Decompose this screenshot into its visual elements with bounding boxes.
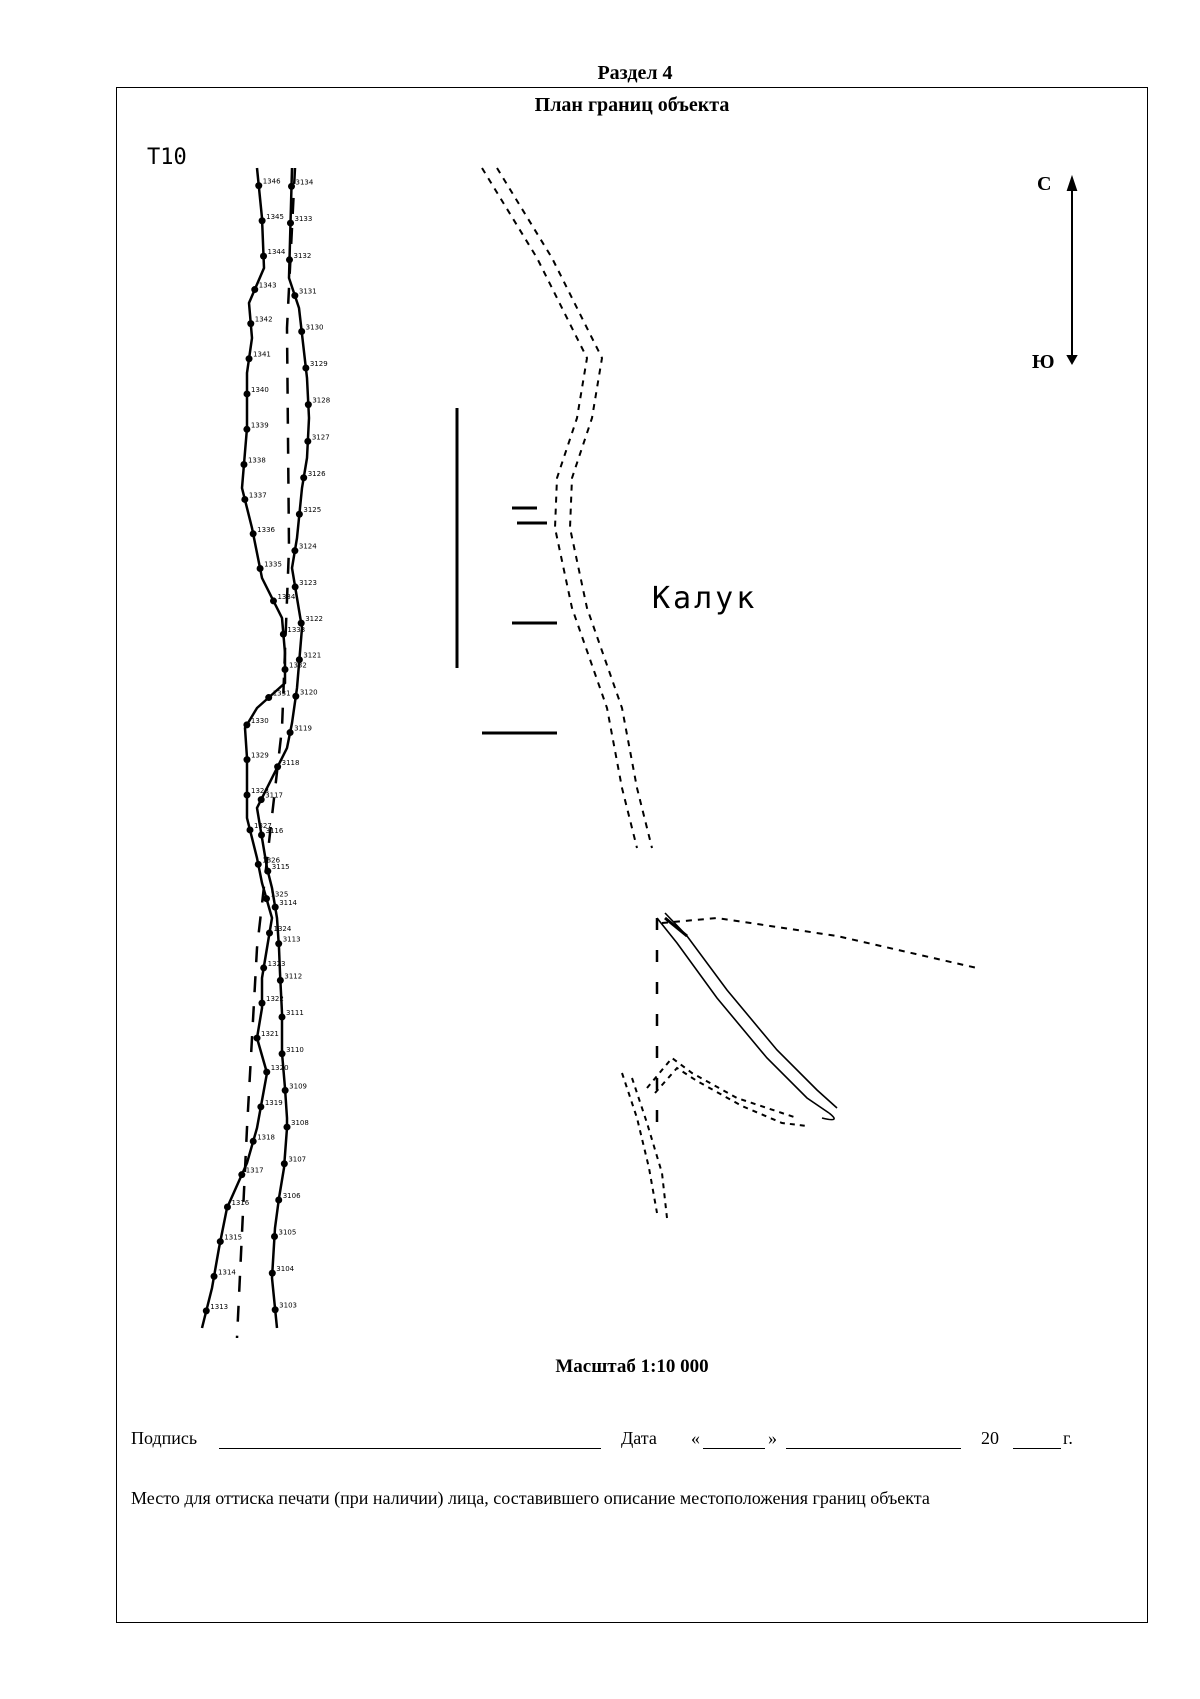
boundary-point-marker: [292, 583, 299, 590]
boundary-point-marker: [284, 1124, 291, 1131]
boundary-point-label: 1325: [270, 890, 289, 899]
boundary-point-marker: [238, 1171, 245, 1178]
boundary-point-label: 3134: [295, 178, 314, 187]
boundary-point-marker: [272, 904, 279, 911]
compass: [1068, 178, 1076, 363]
boundary-point-label: 3130: [305, 323, 324, 332]
boundary-point-label: 3115: [271, 863, 290, 872]
boundary-point-marker: [270, 597, 277, 604]
boundary-point-label: 1314: [218, 1268, 236, 1277]
boundary-point-marker: [264, 868, 271, 875]
boundary-point-marker: [266, 930, 273, 937]
boundary-point-marker: [291, 292, 298, 299]
boundary-point-marker: [250, 1138, 257, 1145]
boundary-point-marker: [246, 826, 253, 833]
boundary-point-label: 1328: [251, 786, 269, 795]
boundary-point-label: 3118: [281, 758, 300, 767]
scale-label: Масштаб 1:10 000: [555, 1356, 709, 1377]
left-boundary-line: [202, 168, 285, 1328]
boundary-point-label: 1333: [287, 626, 306, 635]
boundary-point-label: 3108: [291, 1119, 309, 1128]
boundary-point-marker: [272, 1306, 279, 1313]
side-road: [622, 1058, 807, 1218]
section-title: Раздел 4: [597, 62, 673, 84]
boundary-point-marker: [255, 182, 262, 189]
boundary-point-marker: [260, 964, 267, 971]
boundary-point-marker: [263, 895, 270, 902]
boundary-point-label: 3103: [279, 1301, 298, 1310]
boundary-point-marker: [224, 1203, 231, 1210]
plan-title: План границ объекта: [534, 94, 730, 116]
boundary-point-label: 1336: [257, 525, 275, 534]
boundary-point-label: 3128: [312, 396, 331, 405]
year-line[interactable]: [1013, 1448, 1061, 1449]
boundary-point-label: 1322: [266, 995, 284, 1004]
signature-row: [131, 1428, 1131, 1458]
boundary-point-label: 1330: [250, 716, 269, 725]
boundary-point-label: 1329: [251, 751, 269, 760]
boundary-point-marker: [287, 220, 294, 227]
boundary-point-label: 3114: [279, 899, 298, 908]
boundary-point-label: 1339: [250, 421, 269, 430]
boundary-point-marker: [279, 1050, 286, 1057]
boundary-point-marker: [291, 547, 298, 554]
boundary-point-label: 3117: [265, 791, 284, 800]
boundary-point-label: 1332: [289, 661, 307, 670]
boundary-point-label: 3131: [298, 287, 317, 296]
boundary-point-marker: [298, 328, 305, 335]
day-quote-open: «: [691, 1428, 700, 1448]
boundary-point-label: 3122: [305, 615, 324, 624]
boundary-point-label: 1331: [272, 689, 291, 698]
boundary-point-label: 3106: [282, 1192, 301, 1201]
stamp-note: Место для оттиска печати (при наличии) лица, составившего описание местоположения границ объекта: [131, 1488, 930, 1508]
left-boundary-points: [203, 178, 307, 1315]
boundary-point-marker: [260, 253, 267, 260]
boundary-point-marker: [243, 721, 250, 728]
boundary-point-label: 1319: [264, 1098, 283, 1107]
document-frame: [116, 87, 1148, 1623]
boundary-point-marker: [254, 1035, 261, 1042]
boundary-point-marker: [275, 1197, 282, 1204]
boundary-point-label: 3116: [265, 826, 284, 835]
boundary-point-marker: [259, 217, 266, 224]
boundary-point-marker: [258, 796, 265, 803]
boundary-point-label: 3127: [311, 433, 330, 442]
boundary-point-label: 3109: [289, 1082, 307, 1091]
boundary-point-label: 3110: [286, 1045, 304, 1054]
boundary-point-label: 3126: [307, 469, 326, 478]
boundary-point-marker: [304, 438, 311, 445]
sheet-label: Т10: [147, 145, 187, 170]
boundary-point-marker: [251, 286, 258, 293]
boundary-point-marker: [305, 401, 312, 408]
compass-south-label: Ю: [1032, 351, 1055, 373]
boundary-point-label: 1315: [224, 1233, 243, 1242]
boundary-point-label: 1320: [270, 1064, 289, 1073]
boundary-point-marker: [281, 1160, 288, 1167]
boundary-point-marker: [274, 763, 281, 770]
boundary-point-marker: [263, 1069, 270, 1076]
boundary-point-marker: [244, 756, 251, 763]
boundary-point-marker: [244, 390, 251, 397]
boundary-point-marker: [257, 565, 264, 572]
boundary-point-label: 3124: [298, 542, 317, 551]
boundary-point-label: 3133: [294, 215, 313, 224]
boundary-point-marker: [302, 364, 309, 371]
boundary-point-marker: [286, 256, 293, 263]
boundary-point-marker: [257, 1103, 264, 1110]
boundary-point-marker: [288, 183, 295, 190]
boundary-point-label: 1341: [253, 350, 271, 359]
right-boundary-points: [258, 178, 330, 1313]
boundary-point-label: 3107: [288, 1155, 307, 1164]
boundary-point-label: 1346: [262, 177, 281, 186]
boundary-point-marker: [255, 861, 262, 868]
boundary-point-label: 1335: [264, 560, 282, 569]
boundary-point-label: 3111: [286, 1009, 304, 1018]
boundary-point-label: 1344: [267, 248, 286, 257]
boundary-point-label: 3123: [299, 578, 317, 587]
compass-north-label: С: [1037, 173, 1052, 195]
boundary-point-marker: [280, 631, 287, 638]
boundary-point-marker: [287, 729, 294, 736]
day-quote-close: »: [768, 1428, 777, 1448]
boundary-point-label: 3120: [299, 688, 318, 697]
boundary-point-marker: [246, 355, 253, 362]
boundary-point-marker: [279, 1014, 286, 1021]
boundary-point-label: 3112: [284, 972, 303, 981]
boundary-point-marker: [265, 694, 272, 701]
boundary-point-marker: [250, 530, 257, 537]
boundary-point-marker: [269, 1270, 276, 1277]
boundary-point-label: 3119: [294, 724, 312, 733]
boundary-point-label: 1318: [257, 1133, 276, 1142]
boundary-point-marker: [241, 496, 248, 503]
boundary-point-marker: [282, 666, 289, 673]
town-label: Калук: [652, 581, 758, 616]
boundary-point-label: 1316: [231, 1198, 250, 1207]
boundary-point-label: 1313: [210, 1302, 229, 1311]
signature-line[interactable]: [219, 1448, 601, 1449]
month-line[interactable]: [786, 1448, 961, 1449]
main-road: [482, 168, 977, 968]
year-suffix: г.: [1063, 1428, 1073, 1448]
boundary-point-label: 3104: [276, 1265, 295, 1274]
boundary-point-label: 1345: [266, 212, 284, 221]
boundary-point-label: 1327: [253, 821, 272, 830]
boundary-point-label: 3105: [278, 1228, 297, 1237]
boundary-point-label: 1323: [267, 959, 286, 968]
boundary-point-marker: [243, 426, 250, 433]
year-prefix: 20: [981, 1428, 999, 1448]
boundary-point-marker: [211, 1273, 218, 1280]
boundary-point-marker: [203, 1307, 210, 1314]
boundary-point-label: 1326: [262, 856, 281, 865]
boundary-point-marker: [282, 1087, 289, 1094]
boundary-point-label: 1317: [245, 1166, 264, 1175]
boundary-point-marker: [217, 1238, 224, 1245]
boundary-point-label: 3132: [293, 251, 312, 260]
boundary-point-label: 1340: [251, 385, 269, 394]
boundary-point-marker: [258, 831, 265, 838]
boundary-map: [117, 128, 1147, 1348]
boundary-point-label: 1324: [273, 925, 292, 934]
branch-road: [657, 913, 837, 1120]
boundary-point-label: 3129: [309, 359, 328, 368]
boundary-point-label: 1334: [277, 592, 296, 601]
date-label: Дата: [621, 1428, 657, 1448]
boundary-point-label: 3113: [282, 935, 301, 944]
day-line[interactable]: [703, 1448, 765, 1449]
boundary-point-marker: [275, 940, 282, 947]
boundary-point-label: 1342: [254, 315, 273, 324]
boundary-point-marker: [296, 511, 303, 518]
boundary-point-label: 3121: [303, 651, 322, 660]
boundary-point-marker: [277, 977, 284, 984]
boundary-point-marker: [240, 461, 247, 468]
boundary-point-marker: [244, 791, 251, 798]
boundary-point-label: 1343: [258, 281, 277, 290]
signature-label: Подпись: [131, 1428, 198, 1448]
boundary-point-marker: [259, 1000, 266, 1007]
boundary-point-marker: [247, 320, 254, 327]
boundary-point-marker: [271, 1233, 278, 1240]
boundary-point-marker: [300, 474, 307, 481]
boundary-point-marker: [292, 693, 299, 700]
boundary-point-label: 1338: [247, 456, 266, 465]
boundary-point-label: 3125: [303, 506, 322, 515]
boundary-point-label: 1321: [261, 1030, 279, 1039]
boundary-point-label: 1337: [248, 491, 267, 500]
